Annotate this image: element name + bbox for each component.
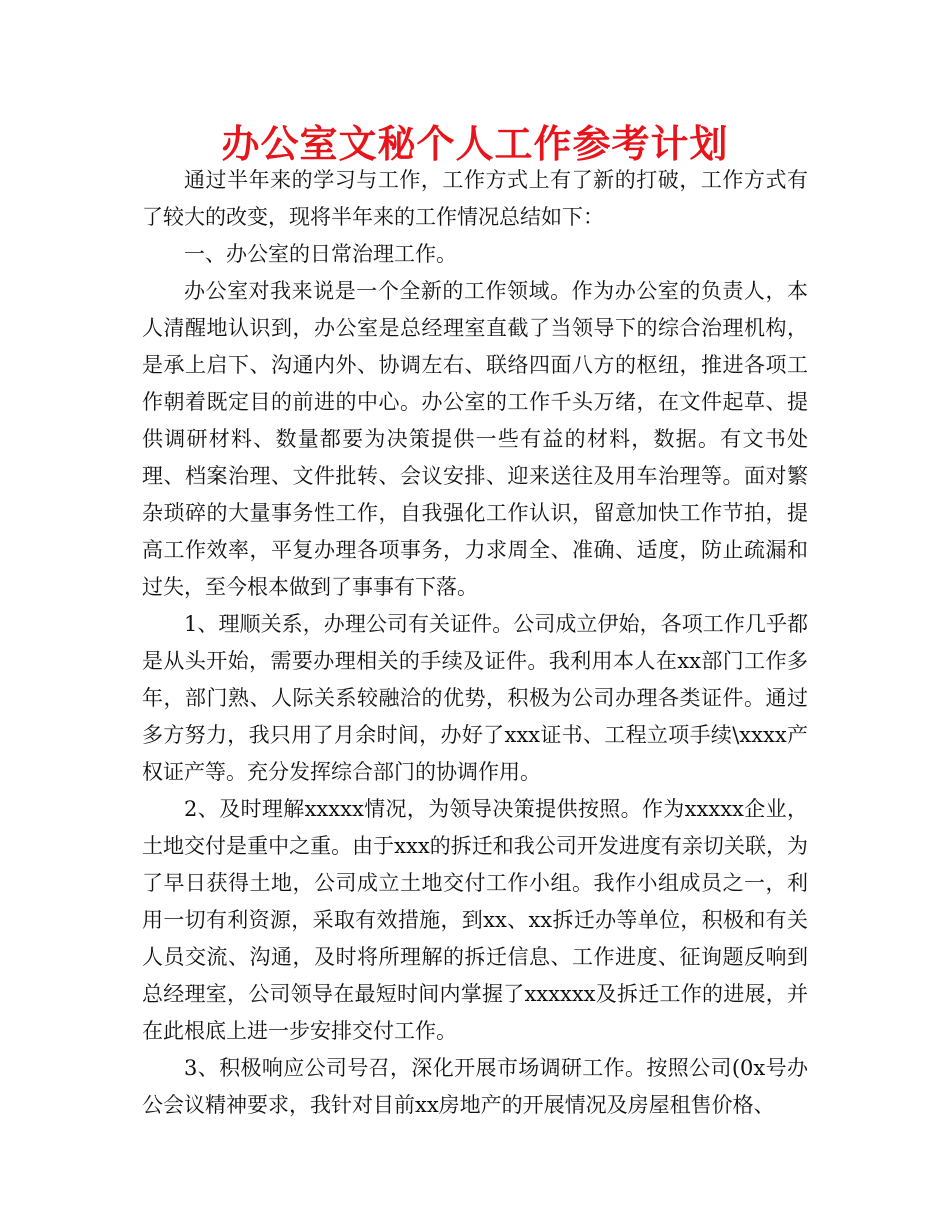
paragraph-item-1: 1、理顺关系，办理公司有关证件。公司成立伊始，各项工作几乎都是从头开始，需要办理相关的手续及证件。我利用本人在xx部门工作多年，部门熟、人际关系较融洽的优势，积极为公司办理各类证件。通过多方努力，我只用了月余时间，办好了xxx证书、工程立项手续\xxxx产权证产等。充分发挥综合部门的协调作用。 (142, 612, 808, 784)
section-heading-daily-management: 一、办公室的日常治理工作。 (184, 242, 457, 266)
paragraph-item-3: 3、积极响应公司号召，深化开展市场调研工作。按照公司(0x号办公会议精神要求，我针对目前xx房地产的开展情况及房屋租售价格、 (142, 1056, 808, 1117)
document-title: 办公室文秘个人工作参考计划 (221, 122, 729, 166)
paragraph-office-role: 办公室对我来说是一个全新的工作领域。作为办公室的负责人，本人清醒地认识到，办公室是总经理室直截了当领导下的综合治理机构，是承上启下、沟通内外、协调左右、联络四面八方的枢纽，推进各项工作朝着既定目的前进的中心。办公室的工作千头万绪，在文件起草、提供调研材料、数量都要为决策提供一些有益的材料，数据。有文书处理、档案治理、文件批转、会议安排、迎来送往及用车治理等。面对繁杂琐碎的大量事务性工作，自我强化工作认识，留意加快工作节拍，提高工作效率，平复办理各项事务，力求周全、准确、适度，防止疏漏和过失，至今根本做到了事事有下落。 (142, 279, 808, 599)
paragraph-item-2: 2、及时理解xxxxx情况，为领导决策提供按照。作为xxxxx企业，土地交付是重中之重。由于xxx的拆迁和我公司开发进度有亲切关联，为了早日获得土地，公司成立土地交付工作小组。我作小组成员之一，利用一切有利资源，采取有效措施，到xx、xx拆迁办等单位，积极和有关人员交流、沟通，及时将所理解的拆迁信息、工作进度、征询题反响到总经理室，公司领导在最短时间内掌握了xxxxxx及拆迁工作的进展，并在此根底上进一步安排交付工作。 (142, 797, 808, 1043)
paragraph-intro: 通过半年来的学习与工作，工作方式上有了新的打破，工作方式有了较大的改变，现将半年来的工作情况总结如下： (142, 168, 808, 229)
document-body (142, 162, 808, 1124)
